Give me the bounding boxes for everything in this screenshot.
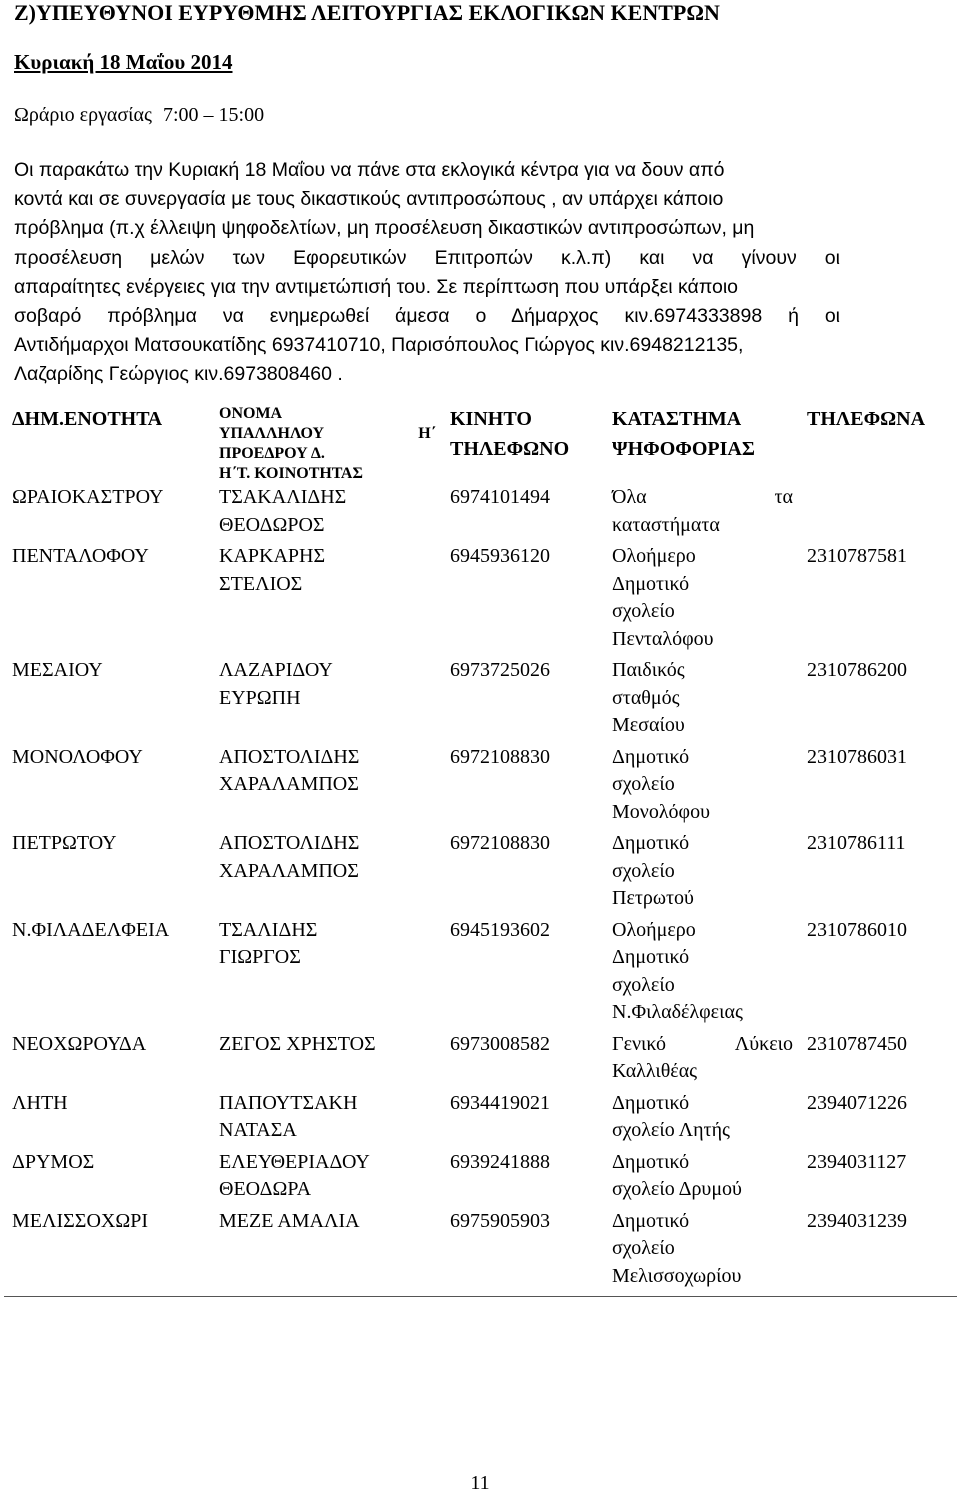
cell-unit: ΜΕΣΑΙΟΥ [12, 659, 103, 681]
paragraph-line: Αντιδήμαρχοι Ματσουκατίδης 6937410710, Παρισόπουλος Γιώργος κιν.6948212135, [14, 334, 744, 357]
cell-phone [799, 484, 957, 543]
supervisors-table [4, 404, 957, 1297]
date-line: Κυριακή 18 Μαΐου 2014 [14, 50, 233, 74]
header-employee: ΟΝΟΜΑ ΥΠΑΛΛΗΛΟΥ Η΄ ΠΡΟΕΔΡΟΥ Δ. Η΄Τ. ΚΟΙΝΟΤΗΤΑΣ [219, 405, 436, 482]
cell-station: Δημοτικό σχολείο Λητής [612, 1091, 730, 1141]
working-hours [14, 104, 264, 127]
header-unit: ΔΗΜ.ΕΝΟΤΗΤΑ [12, 408, 163, 430]
paragraph-line: Λαζαρίδης Γεώργιος κιν.6973808460 . [14, 363, 343, 386]
cell-phone: 2394031127 [807, 1150, 907, 1173]
header-phone: ΤΗΛΕΦΩΝΑ [807, 408, 926, 430]
cell-station: Γενικό Λύκειο Καλλιθέας [612, 1032, 793, 1082]
instructions-paragraph [14, 156, 840, 390]
cell-phone: 2310786031 [807, 745, 907, 768]
cell-phone: 2310787450 [807, 1032, 907, 1055]
cell-phone: 2310786010 [807, 918, 907, 941]
cell-name: ΑΠΟΣΤΟΛΙΔΗΣ ΧΑΡΑΛΑΜΠΟΣ [219, 832, 360, 882]
cell-station: Δημοτικό σχολείο Πετρωτού [612, 832, 694, 909]
cell-mobile: 6934419021 [450, 1091, 550, 1114]
table-row [4, 917, 957, 1031]
cell-phone: 2310786111 [807, 832, 906, 854]
cell-name: ΖΕΓΟΣ ΧΡΗΣΤΟΣ [219, 1032, 376, 1055]
table-row [4, 657, 957, 744]
cell-station: Παιδικός σταθμός Μεσαίου [612, 659, 685, 736]
table-header-row [4, 404, 957, 484]
table-row [4, 830, 957, 917]
cell-unit: ΜΕΛΙΣΣΟΧΩΡΙ [12, 1209, 148, 1232]
cell-phone: 2310787581 [807, 545, 907, 567]
cell-unit: ΔΡΥΜΟΣ [12, 1150, 95, 1173]
cell-unit: ΜΟΝΟΛΟΦΟΥ [12, 745, 143, 768]
paragraph-line: σοβαρό πρόβλημα να ενημερωθεί άμεσα ο Δήμαρχος κιν.6974333898 ή οι [14, 304, 840, 327]
working-hours-label: Ωράριο εργασίας [14, 104, 152, 126]
table-row [4, 543, 957, 657]
paragraph-line: προσέλευση μελών των Εφορευτικών Επιτροπών κ.λ.π) και να γίνουν οι [14, 246, 840, 269]
cell-station: Όλα τα καταστήματα [612, 486, 793, 536]
cell-station: Ολοήμερο Δημοτικό σχολείο Ν.Φιλαδέλφειας [612, 918, 743, 1023]
cell-unit: ΠΕΤΡΩΤΟΥ [12, 832, 117, 854]
cell-station: Δημοτικό σχολείο Δρυμού [612, 1150, 742, 1200]
cell-unit: ΠΕΝΤΑΛΟΦΟΥ [12, 545, 149, 567]
cell-mobile: 6973725026 [450, 659, 550, 681]
cell-name: ΛΑΖΑΡΙΔΟΥ ΕΥΡΩΠΗ [219, 659, 333, 709]
cell-mobile: 6972108830 [450, 832, 550, 854]
working-hours-value: 7:00 – 15:00 [162, 104, 265, 126]
cell-name: ΚΑΡΚΑΡΗΣ ΣΤΕΛΙΟΣ [219, 545, 326, 595]
header-mobile: ΚΙΝΗΤΟ ΤΗΛΕΦΩΝΟ [450, 408, 570, 460]
cell-station: Ολοήμερο Δημοτικό σχολείο Πενταλόφου [612, 545, 714, 650]
cell-unit: ΝΕΟΧΩΡΟΥΔΑ [12, 1032, 147, 1055]
table-row [4, 484, 957, 543]
paragraph-line: πρόβλημα (π.χ έλλειψη ψηφοδελτίων, μη προσέλευση δικαστικών αντιπροσώπων, μη [14, 217, 755, 240]
cell-name: ΠΑΠΟΥΤΣΑΚΗ ΝΑΤΑΣΑ [219, 1091, 358, 1141]
cell-mobile: 6945193602 [450, 918, 550, 941]
page-number: 11 [470, 1472, 490, 1494]
table-row [4, 744, 957, 831]
section-heading: Ζ)ΥΠΕΥΘΥΝΟΙ ΕΥΡΥΘΜΗΣ ΛΕΙΤΟΥΡΓΙΑΣ ΕΚΛΟΓΙΚΩΝ ΚΕΝΤΡΩΝ [14, 0, 720, 25]
cell-station: Δημοτικό σχολείο Μονολόφου [612, 745, 710, 823]
table-row [4, 1031, 957, 1090]
cell-mobile: 6972108830 [450, 745, 550, 768]
cell-mobile: 6975905903 [450, 1209, 550, 1232]
cell-unit: ΛΗΤΗ [12, 1091, 68, 1114]
paragraph-line: απαραίτητες ενέργειες για την αντιμετώπισή του. Σε περίπτωση που υπάρξει κάποιο [14, 275, 739, 298]
paragraph-line: κοντά και σε συνεργασία με τους δικαστικούς αντιπροσώπους , αν υπάρχει κάποιο [14, 188, 724, 211]
cell-name: ΤΣΑΛΙΔΗΣ ΓΙΩΡΓΟΣ [219, 918, 318, 968]
cell-name: ΕΛΕΥΘΕΡΙΑΔΟΥ ΘΕΟΔΩΡΑ [219, 1150, 370, 1200]
cell-mobile: 6974101494 [450, 486, 550, 508]
cell-mobile: 6939241888 [450, 1150, 550, 1173]
cell-mobile: 6973008582 [450, 1032, 550, 1055]
table-row [4, 1090, 957, 1149]
cell-name: ΜΕΖΕ ΑΜΑΛΙΑ [219, 1209, 360, 1232]
cell-phone: 2310786200 [807, 659, 907, 681]
cell-mobile: 6945936120 [450, 545, 550, 567]
cell-station: Δημοτικό σχολείο Μελισσοχωρίου [612, 1209, 742, 1287]
table-row [4, 1149, 957, 1208]
cell-phone: 2394031239 [807, 1209, 907, 1232]
cell-phone: 2394071226 [807, 1091, 907, 1114]
cell-unit: ΩΡΑΙΟΚΑΣΤΡΟΥ [12, 486, 164, 508]
paragraph-line: Οι παρακάτω την Κυριακή 18 Μαΐου να πάνε στα εκλογικά κέντρα για να δουν από [14, 159, 725, 181]
header-station: ΚΑΤΑΣΤΗΜΑ ΨΗΦΟΦΟΡΙΑΣ [612, 408, 755, 460]
cell-name: ΤΣΑΚΑΛΙΔΗΣ ΘΕΟΔΩΡΟΣ [219, 486, 347, 536]
cell-unit: Ν.ΦΙΛΑΔΕΛΦΕΙΑ [12, 918, 170, 941]
cell-name: ΑΠΟΣΤΟΛΙΔΗΣ ΧΑΡΑΛΑΜΠΟΣ [219, 745, 360, 795]
table-row [4, 1208, 957, 1297]
